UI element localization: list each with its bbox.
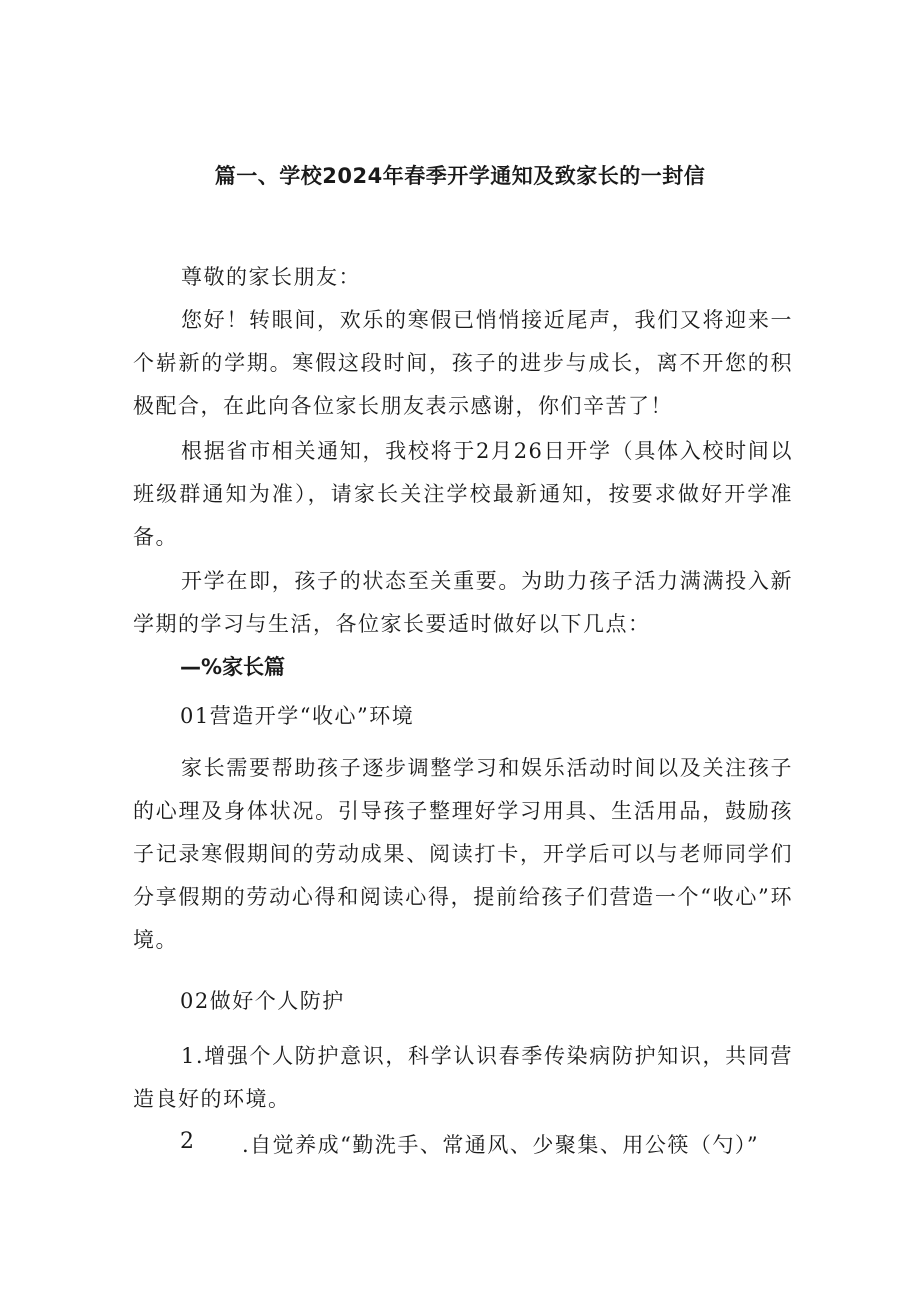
greeting: 尊敬的家长朋友：	[181, 265, 361, 289]
subheading-01: 01营造开学“收心”环境	[180, 704, 415, 728]
list-item-1: 1.增强个人防护意识，科学认识春季传染病防护知识，共同营造良好的环境。	[133, 1044, 793, 1111]
document-title: 篇一、学校2024年春季开学通知及致家长的一封信	[214, 164, 706, 188]
paragraph-intro: 您好！转眼间，欢乐的寒假已悄悄接近尾声，我们又将迎来一个崭新的学期。寒假这段时间，孩子的进步与成长，离不开您的积极配合，在此向各位家长朋友表示感谢，你们辛苦了！	[133, 308, 793, 418]
paragraph-preparation: 开学在即，孩子的状态至关重要。为助力孩子活力满满投入新学期的学习与生活，各位家长要适时做好以下几点：	[133, 569, 793, 636]
subheading-02: 02做好个人防护	[180, 989, 345, 1013]
paragraph-settle-mind: 家长需要帮助孩子逐步调整学习和娱乐活动时间以及关注孩子的心理及身体状况。引导孩子整理好学习用具、生活用品，鼓励孩子记录寒假期间的劳动成果、阅读打卡，开学后可以与老师同学们分享假期的劳动心得和阅读心得，提前给孩子们营造一个“收心”环境。	[133, 756, 793, 952]
section-heading-parents: —%家长篇	[180, 655, 286, 679]
paragraph-school-open-date: 根据省市相关通知，我校将于2月26日开学（具体入校时间以班级群通知为准），请家长关注学校最新通知，按要求做好开学准备。	[133, 439, 793, 549]
list-item-2-text: .自觉养成“勤洗手、常通风、少聚集、用公筷（勺）”	[242, 1133, 760, 1157]
list-item-2-number: 2	[180, 1129, 194, 1154]
